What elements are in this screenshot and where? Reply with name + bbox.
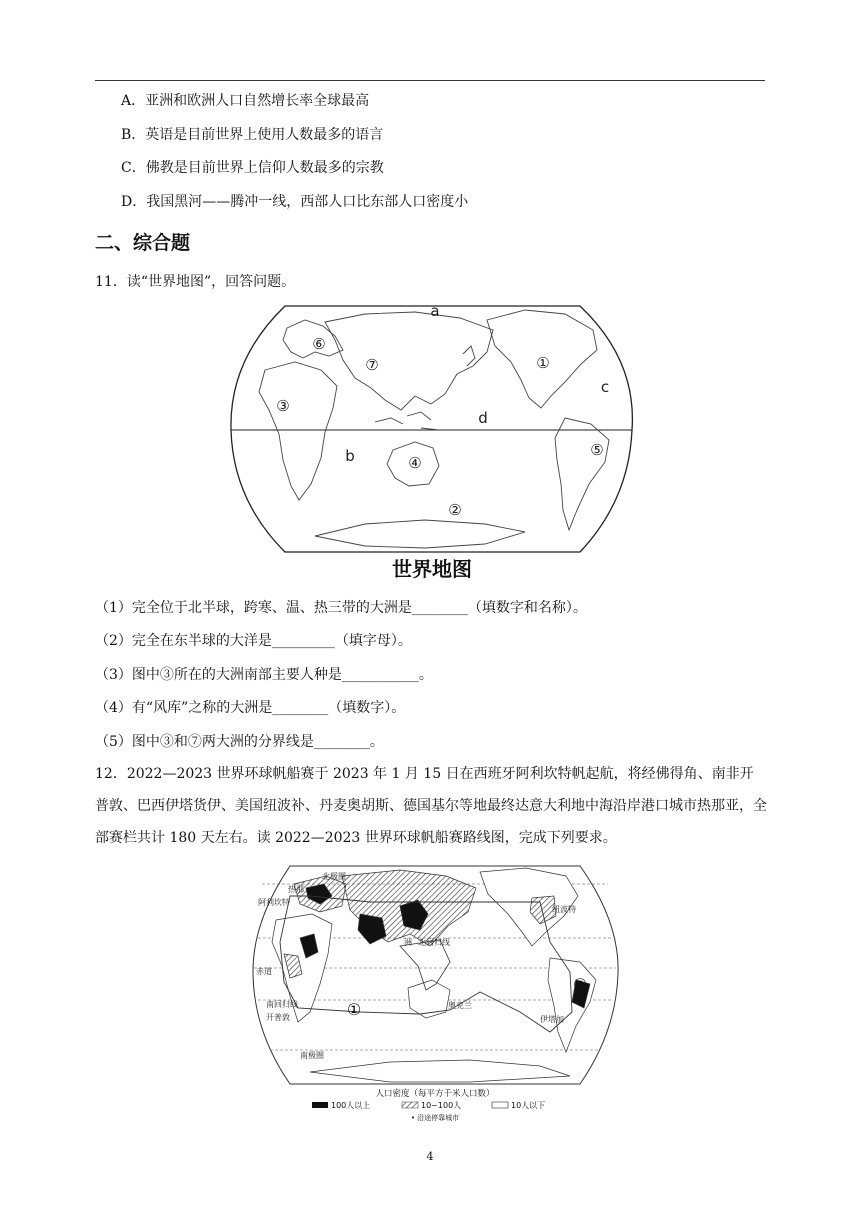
header-rule [95,80,765,81]
continent-label-4: ④ [408,454,422,472]
legend-low: 10人以下 [511,1101,546,1110]
sailing-route-map [250,862,620,1124]
question-12-stem: 12．2022—2023 世界环球帆船赛于 2023 年 1 月 15 日在西班牙阿利坎特帆起航，将经佛得角、南非开普敦、巴西伊塔货伊、美国纽波补、丹麦奥胡斯、德国基尔等地最终达意大利地中海沿岸港口城市热那亚，全部赛栏共计 180 天左右。读 2022—2023 世界环球帆船赛路线图，完成下列要求。 [95,766,767,846]
label-antarctic: 南极圈 [300,1051,324,1060]
label-newport: 纽波特 [552,905,576,914]
continent-label-1: ① [536,354,550,372]
continent-label-7: ⑦ [365,356,379,374]
ocean-label-b: b [345,447,355,465]
label-alicante: 阿利坎特 [258,898,290,907]
option-c: C．佛教是目前世界上信仰人数最多的宗教 [121,160,384,176]
legend-swatch-high [312,1102,328,1108]
section-title: 二、综合题 [95,232,191,254]
continent-label-5: ⑤ [590,441,604,459]
label-capetown: 开普敦 [266,1013,290,1022]
route-circle-1: ① [346,1000,362,1019]
label-arctic: 北极圈 [322,872,346,881]
label-tropic-n: 北回归线 [418,938,450,947]
legend-city: • 沿途停靠城市 [410,1114,460,1122]
legend-title: 人口密度（每平方千米人口数） [375,1089,495,1099]
question-11-stem: 11．读“世界地图”，回答问题。 [95,274,296,290]
page-number: 4 [426,1150,434,1163]
ocean-label-c: c [600,378,610,396]
subquestion-5: （5）图中③和⑦两大洲的分界线是________。 [95,734,384,750]
label-genoa: 热那 [288,885,304,894]
option-d: D．我国黑河——腾冲一线，西部人口比东部人口密度小 [121,194,469,210]
ocean-label-d: d [478,409,488,427]
label-itajai: 伊塔加 [540,1015,564,1024]
legend-swatch-mid [402,1102,418,1108]
continent-label-3: ③ [276,397,290,415]
option-a: A．亚洲和欧洲人口自然增长率全球最高 [121,93,370,109]
map-title: 世界地图 [392,557,472,581]
label-equator: 赤道 [256,967,272,976]
option-b: B．英语是目前世界上使用人数最多的语言 [121,127,384,143]
subquestion-2: （2）完全在东半球的大洋是_________（填字母）。 [95,633,412,649]
legend-high: 100人以上 [331,1101,371,1110]
subquestion-4: （4）有“风库”之称的大洲是________（填数字）。 [95,700,406,716]
legend-mid: 10~100人 [421,1101,462,1110]
world-map-figure [225,300,640,585]
ocean-label-a: a [430,302,440,320]
label-auckland: 奥克兰 [448,1001,472,1010]
continent-label-6: ⑥ [312,335,326,353]
label-tropic-s: 南回归线 [266,1000,298,1009]
route-circle-2: ② [572,975,588,994]
subquestion-1: （1）完全位于北半球，跨寒、温、热三带的大洲是________（填数字和名称）。 [95,600,587,616]
label-zhou: 洲 [404,938,412,947]
subquestion-3: （3）图中③所在的大洲南部主要人种是___________。 [95,667,433,683]
continent-label-2: ② [448,501,462,519]
legend-swatch-low [492,1102,508,1108]
